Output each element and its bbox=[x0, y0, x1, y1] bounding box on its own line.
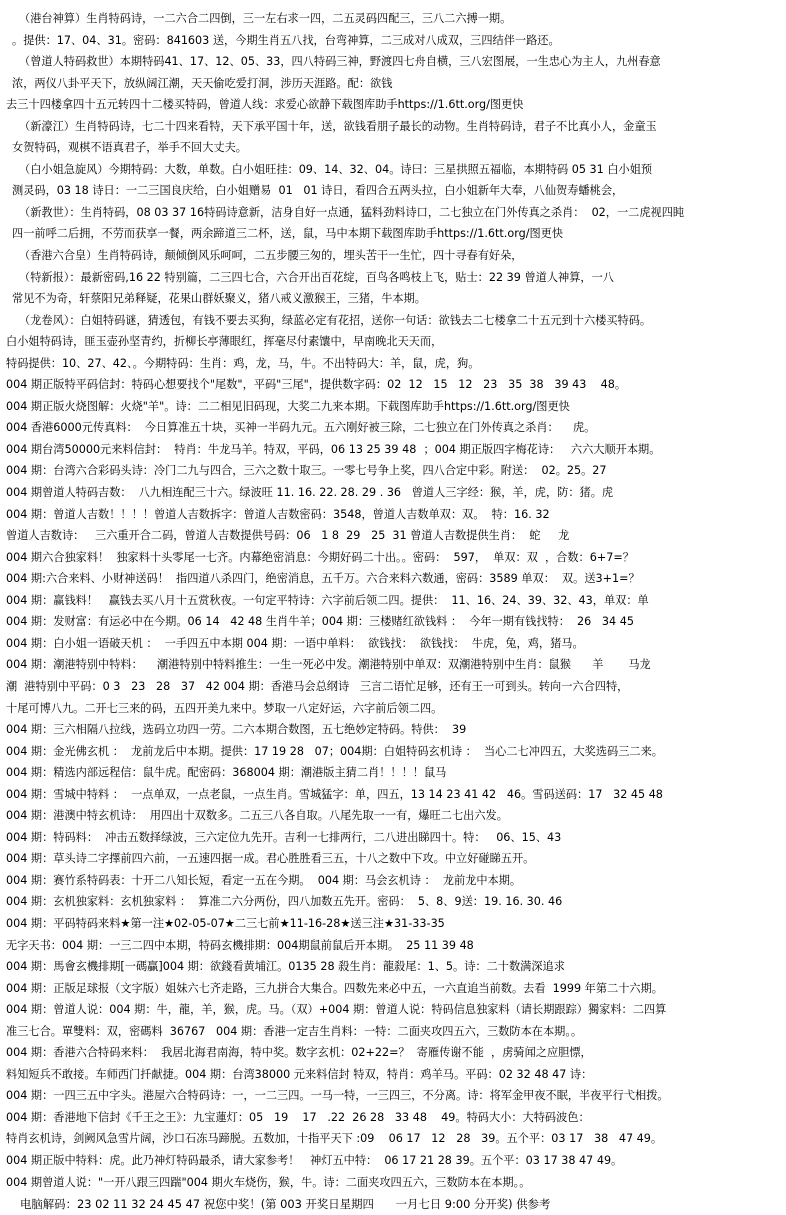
document-line: 004 期：台湾六合彩码头诗：冷门二九与四合，三六之数十取三。一零七号争上奖，四八合定中彩。附送： 02。25。27 bbox=[6, 464, 607, 478]
document-line: （曾道人特码救世）本期特码41、17、12、05、33，四八特码三神，野渡四七舟自横，三八宏图展，一生忠心为主人，九州春意 bbox=[19, 55, 661, 69]
document-line: 004 期：曾道人说：004 期：牛，龍，羊，猴，虎。马。（双）+004 期：曾道人说：特码信息独家料（请长期跟踪）獨家料：二四算 bbox=[6, 1003, 667, 1017]
document-line: 准三七合。單雙料：双，密碼料 36767 004 期：香港一定吉生肖料：一特：二面夹攻四五六，三数防本在本期。。 bbox=[6, 1024, 583, 1038]
document-line: 特码提供：10、27、42、。今期特码：生肖：鸡，龙，马，牛。不出特码大：羊，鼠，虎，狗。 bbox=[6, 356, 480, 370]
document-line: 004 期：三六相隔八拉线，选码立功四一劳。二六本期合数图，五七绝妙定特码。特供： 39 bbox=[6, 723, 467, 737]
document-line: 004 期：一四三五中字头。港屋六合特码诗：一，一二三四。一马一特，一三四三，不分离。诗：将军金甲夜不眠，半夜平行弋相拨。 bbox=[6, 1089, 669, 1103]
document-line: 004 期：金光佛玄机 ： 龙前龙后中本期。提供：17 19 28 07；004期：白姐特码玄机诗 ： 当心二七冲四五，大奖选码三二来。 bbox=[6, 744, 663, 758]
document-line: （白小姐急旋风）今期特码：大数，单数。白小姐旺挂：09、14、32、04。诗曰：三星拱照五福临，本期特码 05 31 白小姐预 bbox=[19, 162, 653, 176]
document-line: 004 期：潮港特别中特料： 潮港特别中特料推生：一生一死必中发。潮港特别中单双：双潮港特别中生肖：鼠猴 羊 马龙 bbox=[6, 658, 651, 672]
document-line: 004 期正版火烧图解：火烧"羊"。诗：二二相见旧码现，大奖二九来本期。下载图库助手https://1.6tt.org/图更快 bbox=[6, 399, 570, 413]
document-line: 十尾可博八九。二开七三来的码，五四开美九来中。梦取一八定好运，六字前后领二四。 bbox=[6, 701, 443, 715]
document-line: 004 期台湾50000元来料信封： 特肖：牛龙马羊。特双，平码，06 13 25 39 48 ；004 期正版四字梅花诗： 六六大顺开本期。 bbox=[6, 442, 661, 456]
document-line: 004 期：曾道人吉数！！！！曾道人吉数拆字：曾道人吉数密码：3548，曾道人吉数单双：双。 特：16. 32 bbox=[6, 507, 550, 521]
document-line: 004 期：特码料： 冲击五数择绿波，三六定位九先开。吉利一七排两行，二八进出睇四十。特： 06、15、43 bbox=[6, 830, 562, 844]
document-line: 004 期：白小姐一语破天机 ： 一手四五中本期 004 期：一语中单料： 欲钱找： 欲钱找： 牛虎，兔，鸡，猪马。 bbox=[6, 636, 584, 650]
footer-decode-line: 电脑解码：23 02 11 32 24 45 47 祝您中奖！(第 003 开奖日星期四 一月七日 9:00 分开奖) 供参考 bbox=[20, 1197, 551, 1212]
document-line: 004 期：港澳中特玄机诗： 用四出十双数多。二五三八各自取。八尾先取一一有，爆旺二七出六发。 bbox=[6, 809, 508, 823]
document-line: 。提供：17、04、31。密码：841603 送，今期生肖五八找，台弯神算，二三成对八成双，三四结伴一路还。 bbox=[12, 33, 560, 47]
document-line: 女贺特码，观棋不语真君子，举手不回大丈夫。 bbox=[12, 141, 247, 155]
document-line: 004 期六合独家料！ 独家料十头零尾一七齐。内幕绝密消息：今期好码二十出。。密码： 597， 单双：双 ，合数：6+7=？ bbox=[6, 550, 634, 564]
document-line: 004 期：玄机独家料：玄机独家料 ： 算准二六分两份，四八加数五先开。密码： 5、8、9送：19. 16. 30. 46 bbox=[6, 895, 563, 909]
document-line: 004 期曾道人特码吉数： 八九相连配三十六。绿波旺 11. 16. 22. 28. 29 . 36 曾道人三字经：猴，羊，虎，防：猪。虎 bbox=[6, 486, 614, 500]
document-line: （香港六合皇）生肖特码诗，颠倾倒风乐呵呵，二五步腰三匆的，埋头苦干一生忙，四十寻春有好朵， bbox=[19, 249, 523, 263]
document-line: 去三十四楼拿四十五元转四十二楼买特码，曾道人线：求爱心欲静下载图库助手https://1.6tt.org/图更快 bbox=[6, 98, 524, 112]
document-line: 004 期曾道人说："一开八跟三四踹"004 期火车烧伤，猴，牛。诗：二面夹攻四五六，三数防本在本期。。 bbox=[6, 1175, 531, 1189]
document-line: 特肖玄机诗，剑阙风急雪片阔，沙口石冻马蹄脱。五数加，十指平天下 :09 06 17 12 28 39。五个平：03 17 38 47 49。 bbox=[6, 1132, 663, 1146]
document-line: 004 期正版中特料：虎。此乃神灯特码最杀，请大家参考！ 神灯五中特： 06 17 21 28 39。五个平：03 17 38 47 49。 bbox=[6, 1153, 623, 1167]
document-line: （新教世）：生肖特码，08 03 37 16特码诗意新，洁身自好一点通，猛料劲料诗口，二七独立在门外传真之杀肖： 02，一二虎视四盹 bbox=[19, 205, 685, 219]
document-line: 004 期：正版足球报（文字版）姐妹六七齐走路，三九拼合大集合。四数先来必中五，一六直追当前数。去看 1999 年第二十六期。 bbox=[6, 981, 663, 995]
document-line: 004 期：馬會玄機排期[一碼贏]004 期：欲錢看黄埔江。0135 28 殺生肖：龍殺尾：1、5。诗：二十数满深追求 bbox=[6, 960, 565, 974]
document-body bbox=[6, 8, 780, 1193]
document-line: 白小姐特码诗，匪玉壶孙坚青约，折柳长亭薄眼红，挥毫尽付素馕中，早南晚北天天而， bbox=[6, 335, 443, 349]
document-line: 004 香港6000元传真料： 今日算准五十块，买神一半码九元。五六刚好被三除，二七独立在门外传真之杀肖： 虎。 bbox=[6, 421, 596, 435]
document-line: 004 期：精选内部远程信：鼠牛虎。配密码：368004 期：潮港版主猜二肖！！！！鼠马 bbox=[6, 766, 447, 780]
document-line: 浓，两仪八卦平天下，放纵阔江潮，天天偷吃爱打洞，涉历天涯路。配：欲钱 bbox=[12, 76, 393, 90]
document-line: 004 期：草头诗二字擇前四六前，一五速四据一成。君心胜胜看三五，十八之数中下攻。中立好碰睇五开。 bbox=[6, 852, 535, 866]
document-line: 料知短兵不敢接。车师西门扦献捷。004 期：台湾38000 元来料信封 特双，特肖：鸡羊马。平码：02 32 48 47 诗： bbox=[6, 1067, 593, 1081]
document-line: 004 期：香港地下信封《千王之王》：九宝蓮灯：05 19 17 .22 26 28 33 48 49。特码大小：大特码波色： bbox=[6, 1110, 590, 1124]
document-line: 004 期：香港六合特码来料： 我居北海君南海，特中奖。数字玄机：02+22=？ 寄雁传谢不能 ，虏骑闻之应胆慓， bbox=[6, 1046, 592, 1060]
document-line: （港台神算）生肖特码诗，一二六合二四倒，三一左右求一四，二五灵码四配三，三八二六搏一期。 bbox=[19, 12, 512, 25]
document-line: 004 期：赢钱料！ 赢钱去买八月十五赏秋夜。一句定平特诗：六字前后领二四。提供： 11、16、24、39、32、43，单双：单 bbox=[6, 593, 649, 607]
document-line: 004 期：赛竹系特码表：十开二八知长短，看定一五在今期。 004 期：马会玄机诗 ： 龙前龙中本期。 bbox=[6, 873, 522, 887]
document-line: 004 期:六合来料、小财神送码！ 指四道八杀四门，绝密消息，五千万。六合来料六数通，密码：3589 单双： 双。送3+1=？ bbox=[6, 572, 640, 586]
document-line: 004 期：雪城中特料 ： 一点单双，一点老鼠，一点生肖。雪城猛字：单，四五，13 14 23 41 42 46。雪码送码：17 32 45 48 bbox=[6, 787, 663, 801]
document-line: （新濠江）生肖特码诗，七二十四来看特，天下承平国十年，送，欲钱看朋子最长的动物。生肖特码诗，君子不比真小人，金童玉 bbox=[19, 119, 657, 133]
document-line: 潮 港特别中平码：0 3 23 28 37 42 004 期：香港马会总纲诗 三言二语忙足够，还有王一可到头。转向一六合四特， bbox=[6, 679, 629, 693]
document-line: （龙卷风）：白姐特码谜，猜透包，有钱不要去买狗，绿蓝必定有花招，送你一句话：欲钱去二七楼拿二十五元到十六楼买特码。 bbox=[19, 313, 652, 327]
document-line: 004 期：平码特码来料★第一注★02-05-07★二三七前★11-16-28★送三注★31-33-35 bbox=[6, 916, 445, 930]
document-line: 四一前呼二后拥，不劳而获享一餐，两余蹄道三二杯，送，鼠，马中本期下载图库助手https://1.6tt.org/图更快 bbox=[12, 227, 564, 241]
document-line: 无字天书：004 期：一三二四中本期，特码玄機排期：004期鼠前鼠后开本期。 25 11 39 48 bbox=[6, 938, 474, 952]
document-line: 004 期：发财富：有运必中在今期。06 14 42 48 生肖牛羊；004 期：三楼赌红欲钱料 ： 今年一期有钱找特： 26 34 45 bbox=[6, 615, 634, 629]
document-line: 004 期正版特平码信封：特码心想要找个"尾数"，平码"三尾"，提供数字码：02 12 15 12 23 35 38 39 43 48。 bbox=[6, 378, 627, 392]
document-line: 测灵码，03 18 诗日：一二三国良庆给，白小姐赠易 01 01 诗日，看四合五两头拉，白小姐新年大奉，八仙贺寿蟠桃会， bbox=[12, 184, 624, 198]
document-line: 曾道人吉数诗： 三六重开合二码，曾道人吉数提供号码：06 1 8 29 25 31 曾道人吉数提供生肖： 蛇 龙 bbox=[6, 529, 570, 543]
document-line: （特新报）：最新密码,16 22 特别篇，二三四七合，六合开出百花绽，百鸟各鸣枝上飞，贴士：22 39 曾道人神算，一八 bbox=[19, 270, 614, 284]
document-line: 常见不为奇，轩蔡阳兄弟释疑，花果山群妖聚义，猪八戒义激猴王，三猪，牛本期。 bbox=[12, 292, 426, 306]
